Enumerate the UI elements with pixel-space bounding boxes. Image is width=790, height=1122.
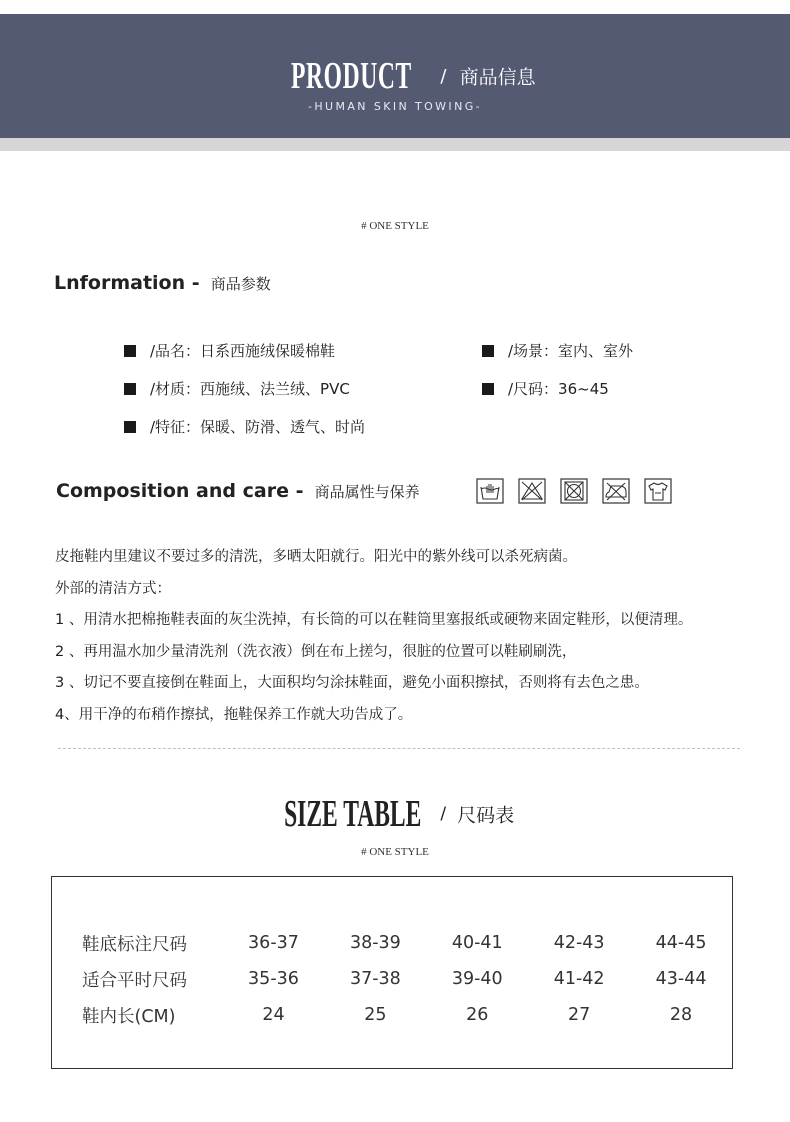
param-size: /尺码：36~45: [508, 380, 609, 398]
header-title-cn: 商品信息: [459, 66, 536, 89]
param-item: [124, 340, 335, 361]
header-title-slash: /: [440, 65, 447, 87]
table-row: [82, 925, 732, 961]
table-cell: 26: [466, 1005, 489, 1025]
table-row: [82, 997, 732, 1033]
header-subtitle: -HUMAN SKIN TOWING-: [307, 100, 483, 113]
param-material: /材质：西施绒、法兰绒、PVC: [150, 380, 350, 398]
care-text-line: 2 、再用温水加少量清洗剂（洗衣液）倒在布上搓匀，很脏的位置可以鞋刷刷洗，: [55, 643, 577, 660]
table-cell: 24: [262, 1005, 285, 1025]
param-name: /品名：日系西施绒保暖棉鞋: [150, 342, 336, 360]
table-cell: 27: [568, 1005, 591, 1025]
size-title-slash: /: [440, 804, 447, 824]
bullet-square-icon: [482, 383, 494, 395]
table-cell: 44-45: [655, 933, 707, 953]
param-item: [124, 416, 365, 437]
care-title-cn: 商品属性与保养: [314, 483, 420, 501]
table-cell: 25: [364, 1005, 387, 1025]
one-style-tag: # ONE STYLE: [361, 220, 429, 232]
care-text-line: 3 、切记不要直接倒在鞋面上，大面积均匀涂抹鞋面，避免小面积擦拭，否则将有去色之患。: [55, 675, 649, 692]
care-text-line: 4、用干净的布稍作擦拭，拖鞋保养工作就大功告成了。: [55, 706, 413, 723]
table-cell: 39-40: [451, 969, 503, 989]
care-text-line: 1 、用清水把棉拖鞋表面的灰尘洗掉，有长筒的可以在鞋筒里塞报纸或硬物来固定鞋形，以便清理。: [55, 612, 693, 629]
size-title-en: SIZE TABLE: [283, 793, 422, 835]
care-title-en: Composition and care -: [56, 480, 304, 502]
param-feature: /特征：保暖、防滑、透气、时尚: [150, 418, 366, 436]
row-label: 鞋内长(CM): [82, 1006, 176, 1027]
param-item: [124, 378, 350, 399]
care-text-line: 外部的清洁方式：: [55, 580, 171, 597]
table-row: [82, 961, 732, 997]
table-cell: 36-37: [248, 933, 299, 953]
size-title-cn: 尺码表: [457, 804, 515, 827]
table-cell: 40-41: [451, 933, 503, 953]
table-cell: 42-43: [553, 933, 605, 953]
param-item: [482, 378, 609, 399]
header-title: [0, 54, 790, 98]
do-not-tumble-dry-icon: [560, 478, 588, 504]
page-header: [0, 14, 790, 138]
bullet-square-icon: [124, 383, 136, 395]
table-cell: 43-44: [655, 969, 707, 989]
information-title-cn: 商品参数: [210, 275, 271, 293]
bullet-square-icon: [482, 345, 494, 357]
table-cell: 38-39: [349, 933, 401, 953]
param-scene: /场景：室内、室外: [508, 342, 634, 360]
dry-flat-icon: [644, 478, 672, 504]
header-strip: [0, 138, 790, 151]
do-not-iron-icon: [602, 478, 630, 504]
bullet-square-icon: [124, 421, 136, 433]
bullet-square-icon: [124, 345, 136, 357]
table-cell: 37-38: [349, 969, 401, 989]
information-title-en: Lnformation -: [54, 272, 200, 294]
size-table-box: [51, 876, 733, 1069]
table-cell: 28: [669, 1005, 693, 1025]
section-divider: [58, 748, 740, 749]
information-title: [54, 272, 271, 294]
care-instructions: [55, 542, 755, 732]
one-style-tag-size: # ONE STYLE: [361, 846, 429, 858]
param-item: [482, 340, 633, 361]
size-table: [82, 925, 732, 1033]
row-label: 鞋底标注尺码: [82, 934, 187, 955]
table-cell: 35-36: [248, 969, 299, 989]
care-icons: [476, 478, 681, 506]
care-title: [56, 480, 420, 502]
row-label: 适合平时尺码: [82, 970, 187, 991]
size-table-title: [0, 792, 790, 836]
table-cell: 41-42: [553, 969, 605, 989]
header-title-en: PRODUCT: [291, 55, 413, 97]
hand-wash-icon: [476, 478, 504, 504]
care-text-line: 皮拖鞋内里建议不要过多的清洗，多晒太阳就行。阳光中的紫外线可以杀死病菌。: [55, 549, 577, 565]
do-not-bleach-icon: [518, 478, 546, 504]
